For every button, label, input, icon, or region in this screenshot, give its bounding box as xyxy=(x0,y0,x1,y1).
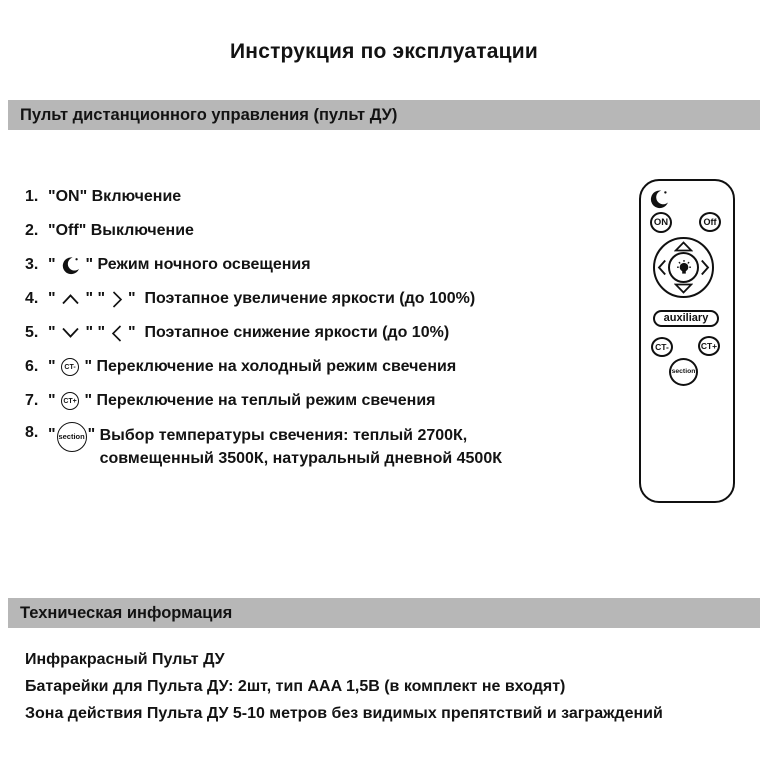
remote-dpad xyxy=(653,237,714,298)
remote-off-button xyxy=(699,212,721,232)
item-number: 1. xyxy=(25,188,39,205)
remote-section-label: section xyxy=(671,367,696,375)
remote-brightness-center-button xyxy=(668,252,699,283)
instruction-item-1 xyxy=(25,180,630,214)
item-number: 2. xyxy=(25,222,39,239)
remote-ct-minus-button xyxy=(651,337,673,357)
instruction-item-6 xyxy=(25,350,630,384)
section-header-remote: Пульт дистанционного управления (пульт ДУ) xyxy=(8,100,760,130)
chevron-down-icon xyxy=(61,327,80,339)
item-text: " Режим ночного освещения xyxy=(81,256,311,273)
item-text: Выбор температуры свечения: теплый 2700К, совмещенный 3500К, натуральный дневной 4500К xyxy=(99,427,502,467)
moon-icon xyxy=(61,256,80,275)
arrow-left-icon xyxy=(657,259,667,276)
angle-left-icon xyxy=(111,324,123,343)
arrow-right-icon xyxy=(700,259,710,276)
item-text: " xyxy=(87,426,100,443)
remote-ct-plus-button xyxy=(698,336,720,356)
arrow-up-icon xyxy=(674,241,693,252)
instruction-item-5 xyxy=(25,316,630,350)
remote-off-label: Off xyxy=(703,216,717,227)
item-text: " xyxy=(48,358,61,375)
remote-ct-plus-label: CT+ xyxy=(700,340,718,351)
section-icon: section xyxy=(57,422,87,452)
item-number: 8. xyxy=(25,424,39,441)
remote-on-button xyxy=(650,212,672,233)
item-text: " Переключение на теплый режим свечения xyxy=(80,392,436,409)
remote-on-label: ON xyxy=(653,216,669,228)
item-text: "ON" Включение xyxy=(48,188,182,205)
item-number: 6. xyxy=(25,358,39,375)
item-number: 5. xyxy=(25,324,39,341)
instruction-item-3 xyxy=(25,248,630,282)
bulb-icon xyxy=(675,259,693,277)
item-text: " " xyxy=(81,290,110,307)
tech-info xyxy=(25,651,663,732)
item-text: " Поэтапное увеличение яркости (до 100%) xyxy=(123,290,476,307)
item-text: " Переключение на холодный режим свечения xyxy=(80,358,457,375)
item-number: 7. xyxy=(25,392,39,409)
chevron-up-icon xyxy=(61,293,80,305)
tech-line-range: Зона действия Пульта ДУ 5-10 метров без видимых препятствий и заграждений xyxy=(25,705,663,722)
ct-plus-icon: CT+ xyxy=(61,392,79,410)
arrow-down-icon xyxy=(674,283,693,294)
item-text: "Off" Выключение xyxy=(48,222,194,239)
item-text: " " xyxy=(81,324,110,341)
remote-auxiliary-label: auxiliary xyxy=(663,312,709,324)
page-title: Инструкция по эксплуатации xyxy=(230,40,538,63)
tech-line-ir: Инфракрасный Пульт ДУ xyxy=(25,651,225,668)
instruction-item-2 xyxy=(25,214,630,248)
section-header-tech: Техническая информация xyxy=(8,598,760,628)
remote-instructions-list xyxy=(25,180,630,470)
item-number: 4. xyxy=(25,290,39,307)
remote-auxiliary-button xyxy=(653,310,719,327)
item-number: 3. xyxy=(25,256,39,273)
angle-right-icon xyxy=(111,290,123,309)
remote-ct-minus-label: CT- xyxy=(655,341,669,352)
item-text: " xyxy=(48,256,61,273)
ct-minus-icon: CT- xyxy=(61,358,79,376)
item-text: " xyxy=(48,426,56,443)
item-text: " xyxy=(48,290,61,307)
instruction-item-8 xyxy=(25,418,630,470)
tech-line-batteries: Батарейки для Пульта ДУ: 2шт, тип AAA 1,5В (в комплект не входят) xyxy=(25,678,566,695)
instruction-item-7 xyxy=(25,384,630,418)
moon-icon xyxy=(649,189,669,209)
remote-control-diagram xyxy=(639,179,735,503)
item-text: " Поэтапное снижение яркости (до 10%) xyxy=(123,324,450,341)
item-text: " xyxy=(48,324,61,341)
instruction-item-4 xyxy=(25,282,630,316)
remote-section-button xyxy=(669,358,698,386)
item-text: " xyxy=(48,392,61,409)
